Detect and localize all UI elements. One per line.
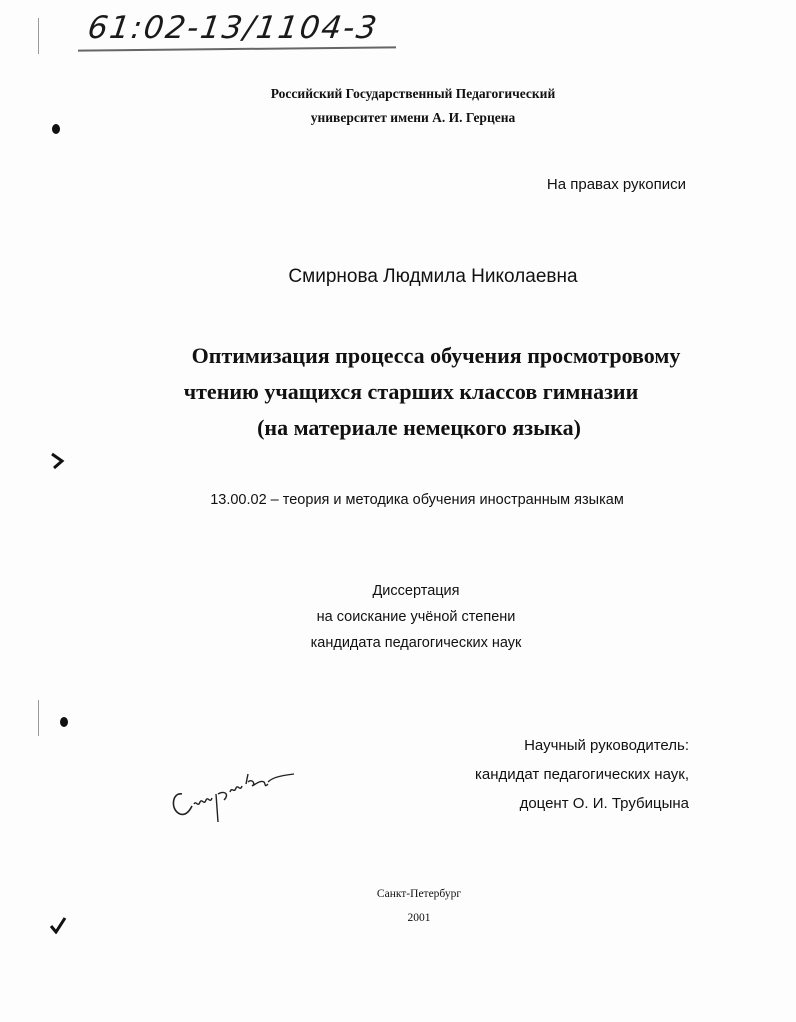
author-name: Смирнова Людмила Николаевна xyxy=(288,266,578,287)
city: Санкт-Петербург xyxy=(376,888,462,900)
city-year-block xyxy=(0,882,796,930)
archive-code-underline xyxy=(78,46,396,51)
title-line-1: Оптимизация процесса обучения просмотровому xyxy=(191,343,681,368)
scan-mark xyxy=(50,452,66,470)
dissertation-title xyxy=(0,338,796,446)
university-line-1: Российский Государственный Педагогический xyxy=(270,86,556,101)
degree-line-2: на соискание учёной степени xyxy=(316,609,516,625)
year: 2001 xyxy=(407,912,431,924)
title-line-2: чтению учащихся старших классов гимназии xyxy=(183,379,639,404)
university-line-2: университет имени А. И. Герцена xyxy=(310,110,516,125)
degree-line-3: кандидата педагогических наук xyxy=(310,635,522,651)
margin-line xyxy=(38,700,39,736)
title-line-3: (на материале немецкого языка) xyxy=(257,415,581,440)
degree-block xyxy=(0,578,796,656)
specialty-code: 13.00.02 – теория и методика обучения иностранным языкам xyxy=(210,492,624,508)
supervisor-block xyxy=(475,731,689,818)
supervisor-line-1: Научный руководитель: xyxy=(524,737,689,754)
university-header xyxy=(0,82,796,130)
scan-dot xyxy=(60,717,68,727)
manuscript-note: На правах рукописи xyxy=(546,176,686,193)
degree-line-1: Диссертация xyxy=(372,583,460,599)
supervisor-line-2: кандидат педагогических наук, xyxy=(475,766,689,783)
handwritten-signature xyxy=(168,764,308,824)
supervisor-line-3: доцент О. И. Трубицына xyxy=(519,795,689,812)
archive-code: 61:02-13/1104-3 xyxy=(85,10,381,46)
margin-line xyxy=(38,18,39,54)
